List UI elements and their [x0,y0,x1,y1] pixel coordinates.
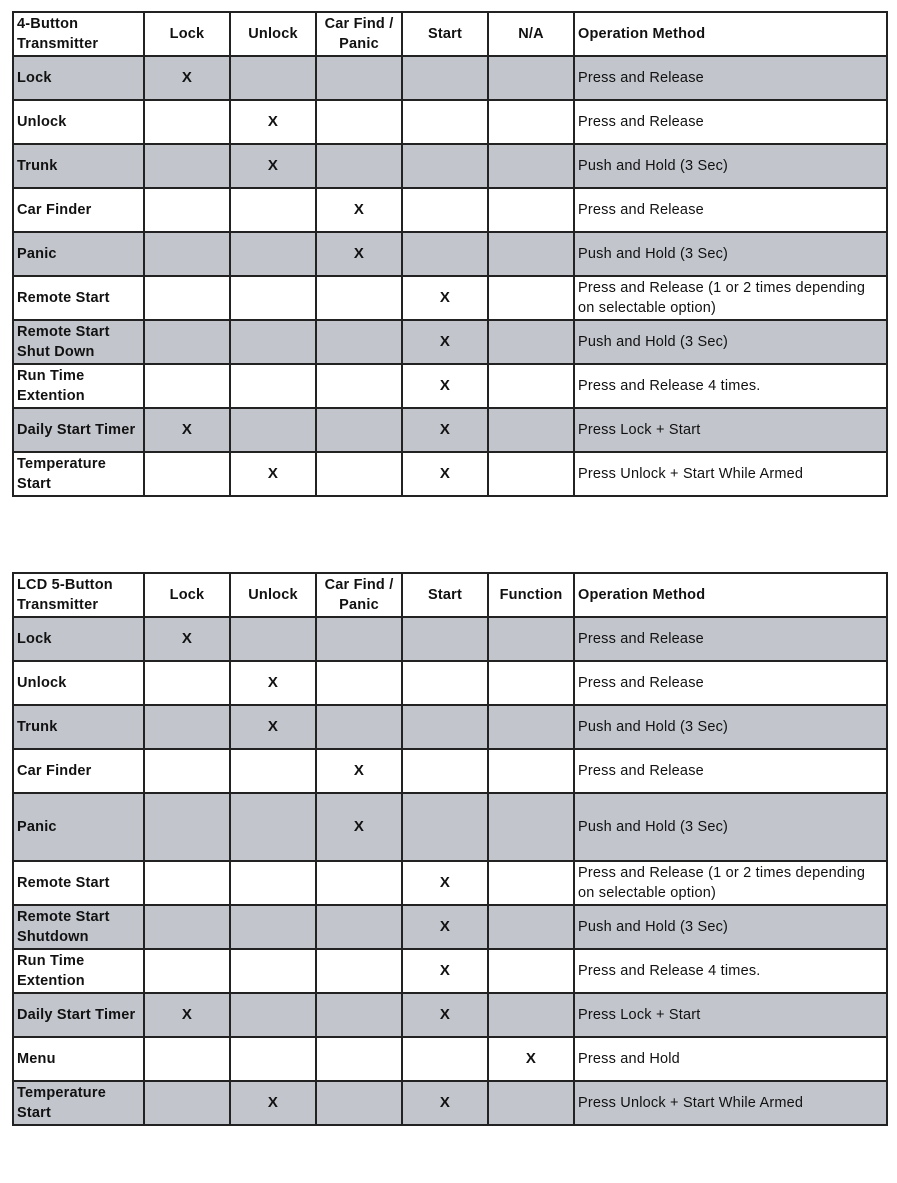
table-row [13,1037,887,1081]
row-function: Lock [13,617,144,661]
mark-cell: X [316,749,402,793]
mark-cell [402,1037,488,1081]
table-row [13,232,887,276]
mark-cell: X [402,949,488,993]
mark-cell [316,320,402,364]
mark-cell [402,232,488,276]
mark-cell [230,993,316,1037]
mark-cell [144,188,230,232]
mark-cell [316,100,402,144]
operation-method: Press and Release [574,617,887,661]
operation-method: Press and Release (1 or 2 times depending on selectable option) [574,861,887,905]
mark-cell [316,56,402,100]
table-row [13,364,887,408]
mark-cell [144,100,230,144]
mark-cell: X [230,452,316,496]
mark-cell [144,452,230,496]
mark-cell: X [402,276,488,320]
row-function: Unlock [13,661,144,705]
table-header-row [13,573,887,617]
mark-cell [316,661,402,705]
mark-cell: X [230,661,316,705]
mark-cell: X [402,364,488,408]
header-lock: Lock [144,573,230,617]
header-start: Start [402,573,488,617]
row-function: Unlock [13,100,144,144]
mark-cell [488,617,574,661]
mark-cell [144,232,230,276]
operation-method: Press and Release 4 times. [574,364,887,408]
row-function: Daily Start Timer [13,993,144,1037]
row-function: Trunk [13,144,144,188]
mark-cell [488,661,574,705]
operation-method: Press Unlock + Start While Armed [574,1081,887,1125]
row-function: Remote Start Shut Down [13,320,144,364]
mark-cell [144,949,230,993]
mark-cell [488,905,574,949]
header-function: Function [488,573,574,617]
mark-cell [488,276,574,320]
operation-method: Push and Hold (3 Sec) [574,144,887,188]
operation-method: Press and Release [574,661,887,705]
mark-cell [488,949,574,993]
mark-cell [316,1037,402,1081]
mark-cell: X [144,993,230,1037]
header-unlock: Unlock [230,573,316,617]
row-function: Car Finder [13,749,144,793]
table-row [13,993,887,1037]
mark-cell: X [316,793,402,861]
mark-cell [402,617,488,661]
table-row [13,188,887,232]
mark-cell [144,144,230,188]
mark-cell [316,408,402,452]
mark-cell [230,793,316,861]
mark-cell [144,793,230,861]
mark-cell [488,232,574,276]
mark-cell [488,793,574,861]
table-row [13,861,887,905]
mark-cell [144,1037,230,1081]
operation-method: Press and Release 4 times. [574,949,887,993]
mark-cell [316,993,402,1037]
mark-cell [144,364,230,408]
operation-method: Press and Release [574,749,887,793]
header-na: N/A [488,12,574,56]
lcd-five-button-transmitter-table [12,572,888,1126]
mark-cell: X [144,408,230,452]
operation-method: Press and Release [574,188,887,232]
mark-cell: X [144,617,230,661]
header-transmitter: LCD 5-Button Transmitter [13,573,144,617]
mark-cell [230,408,316,452]
mark-cell [230,949,316,993]
mark-cell [230,617,316,661]
table-row [13,949,887,993]
table-row [13,452,887,496]
mark-cell [230,861,316,905]
mark-cell: X [402,993,488,1037]
operation-method: Press Unlock + Start While Armed [574,452,887,496]
mark-cell [144,661,230,705]
mark-cell [316,364,402,408]
header-lock: Lock [144,12,230,56]
mark-cell [488,705,574,749]
mark-cell [488,452,574,496]
operation-method: Push and Hold (3 Sec) [574,905,887,949]
mark-cell [402,749,488,793]
table-row [13,661,887,705]
row-function: Run Time Extention [13,364,144,408]
row-function: Remote Start [13,276,144,320]
table-header-row [13,12,887,56]
mark-cell: X [230,100,316,144]
mark-cell [230,320,316,364]
mark-cell [316,617,402,661]
table-row [13,144,887,188]
mark-cell [144,705,230,749]
table-row [13,408,887,452]
mark-cell [488,100,574,144]
mark-cell [144,276,230,320]
operation-method: Push and Hold (3 Sec) [574,793,887,861]
mark-cell: X [402,320,488,364]
mark-cell: X [402,861,488,905]
operation-method: Press Lock + Start [574,408,887,452]
mark-cell [230,905,316,949]
table-row [13,276,887,320]
header-car-find-panic: Car Find / Panic [316,12,402,56]
row-function: Panic [13,232,144,276]
operation-method: Press and Release [574,100,887,144]
mark-cell [316,276,402,320]
operation-method: Press and Hold [574,1037,887,1081]
row-function: Remote Start [13,861,144,905]
mark-cell [488,320,574,364]
header-unlock: Unlock [230,12,316,56]
row-function: Temperature Start [13,1081,144,1125]
mark-cell: X [402,452,488,496]
mark-cell [402,705,488,749]
mark-cell [230,56,316,100]
mark-cell: X [402,1081,488,1125]
row-function: Remote Start Shutdown [13,905,144,949]
mark-cell [316,1081,402,1125]
header-transmitter: 4-Button Transmitter [13,12,144,56]
mark-cell [230,364,316,408]
mark-cell: X [316,188,402,232]
table-row [13,793,887,861]
mark-cell: X [230,705,316,749]
mark-cell [488,188,574,232]
mark-cell [402,661,488,705]
row-function: Trunk [13,705,144,749]
mark-cell: X [488,1037,574,1081]
mark-cell [144,905,230,949]
header-operation-method: Operation Method [574,12,887,56]
mark-cell [488,993,574,1037]
mark-cell [230,188,316,232]
mark-cell [316,705,402,749]
mark-cell [402,56,488,100]
row-function: Lock [13,56,144,100]
row-function: Menu [13,1037,144,1081]
row-function: Daily Start Timer [13,408,144,452]
row-function: Run Time Extention [13,949,144,993]
table-row [13,749,887,793]
mark-cell [488,56,574,100]
mark-cell [230,1037,316,1081]
mark-cell [144,749,230,793]
mark-cell: X [230,1081,316,1125]
header-operation-method: Operation Method [574,573,887,617]
mark-cell [488,749,574,793]
mark-cell: X [402,408,488,452]
mark-cell [488,364,574,408]
mark-cell [230,749,316,793]
table-row [13,617,887,661]
mark-cell [316,949,402,993]
mark-cell [144,320,230,364]
mark-cell [316,905,402,949]
mark-cell [488,144,574,188]
mark-cell [402,793,488,861]
mark-cell [316,861,402,905]
mark-cell [144,861,230,905]
row-function: Temperature Start [13,452,144,496]
mark-cell [488,861,574,905]
table-row [13,1081,887,1125]
table-row [13,56,887,100]
header-car-find-panic: Car Find / Panic [316,573,402,617]
operation-method: Push and Hold (3 Sec) [574,320,887,364]
operation-method: Push and Hold (3 Sec) [574,232,887,276]
mark-cell: X [316,232,402,276]
row-function: Panic [13,793,144,861]
mark-cell [402,144,488,188]
operation-method: Press Lock + Start [574,993,887,1037]
mark-cell [316,452,402,496]
mark-cell: X [230,144,316,188]
mark-cell: X [144,56,230,100]
mark-cell [402,188,488,232]
four-button-transmitter-table [12,11,888,497]
mark-cell [488,408,574,452]
header-start: Start [402,12,488,56]
operation-method: Push and Hold (3 Sec) [574,705,887,749]
mark-cell [316,144,402,188]
mark-cell: X [402,905,488,949]
mark-cell [230,232,316,276]
mark-cell [402,100,488,144]
mark-cell [488,1081,574,1125]
mark-cell [144,1081,230,1125]
table-row [13,705,887,749]
operation-method: Press and Release (1 or 2 times depending on selectable option) [574,276,887,320]
table-row [13,320,887,364]
operation-method: Press and Release [574,56,887,100]
mark-cell [230,276,316,320]
table-row [13,905,887,949]
row-function: Car Finder [13,188,144,232]
table-row [13,100,887,144]
